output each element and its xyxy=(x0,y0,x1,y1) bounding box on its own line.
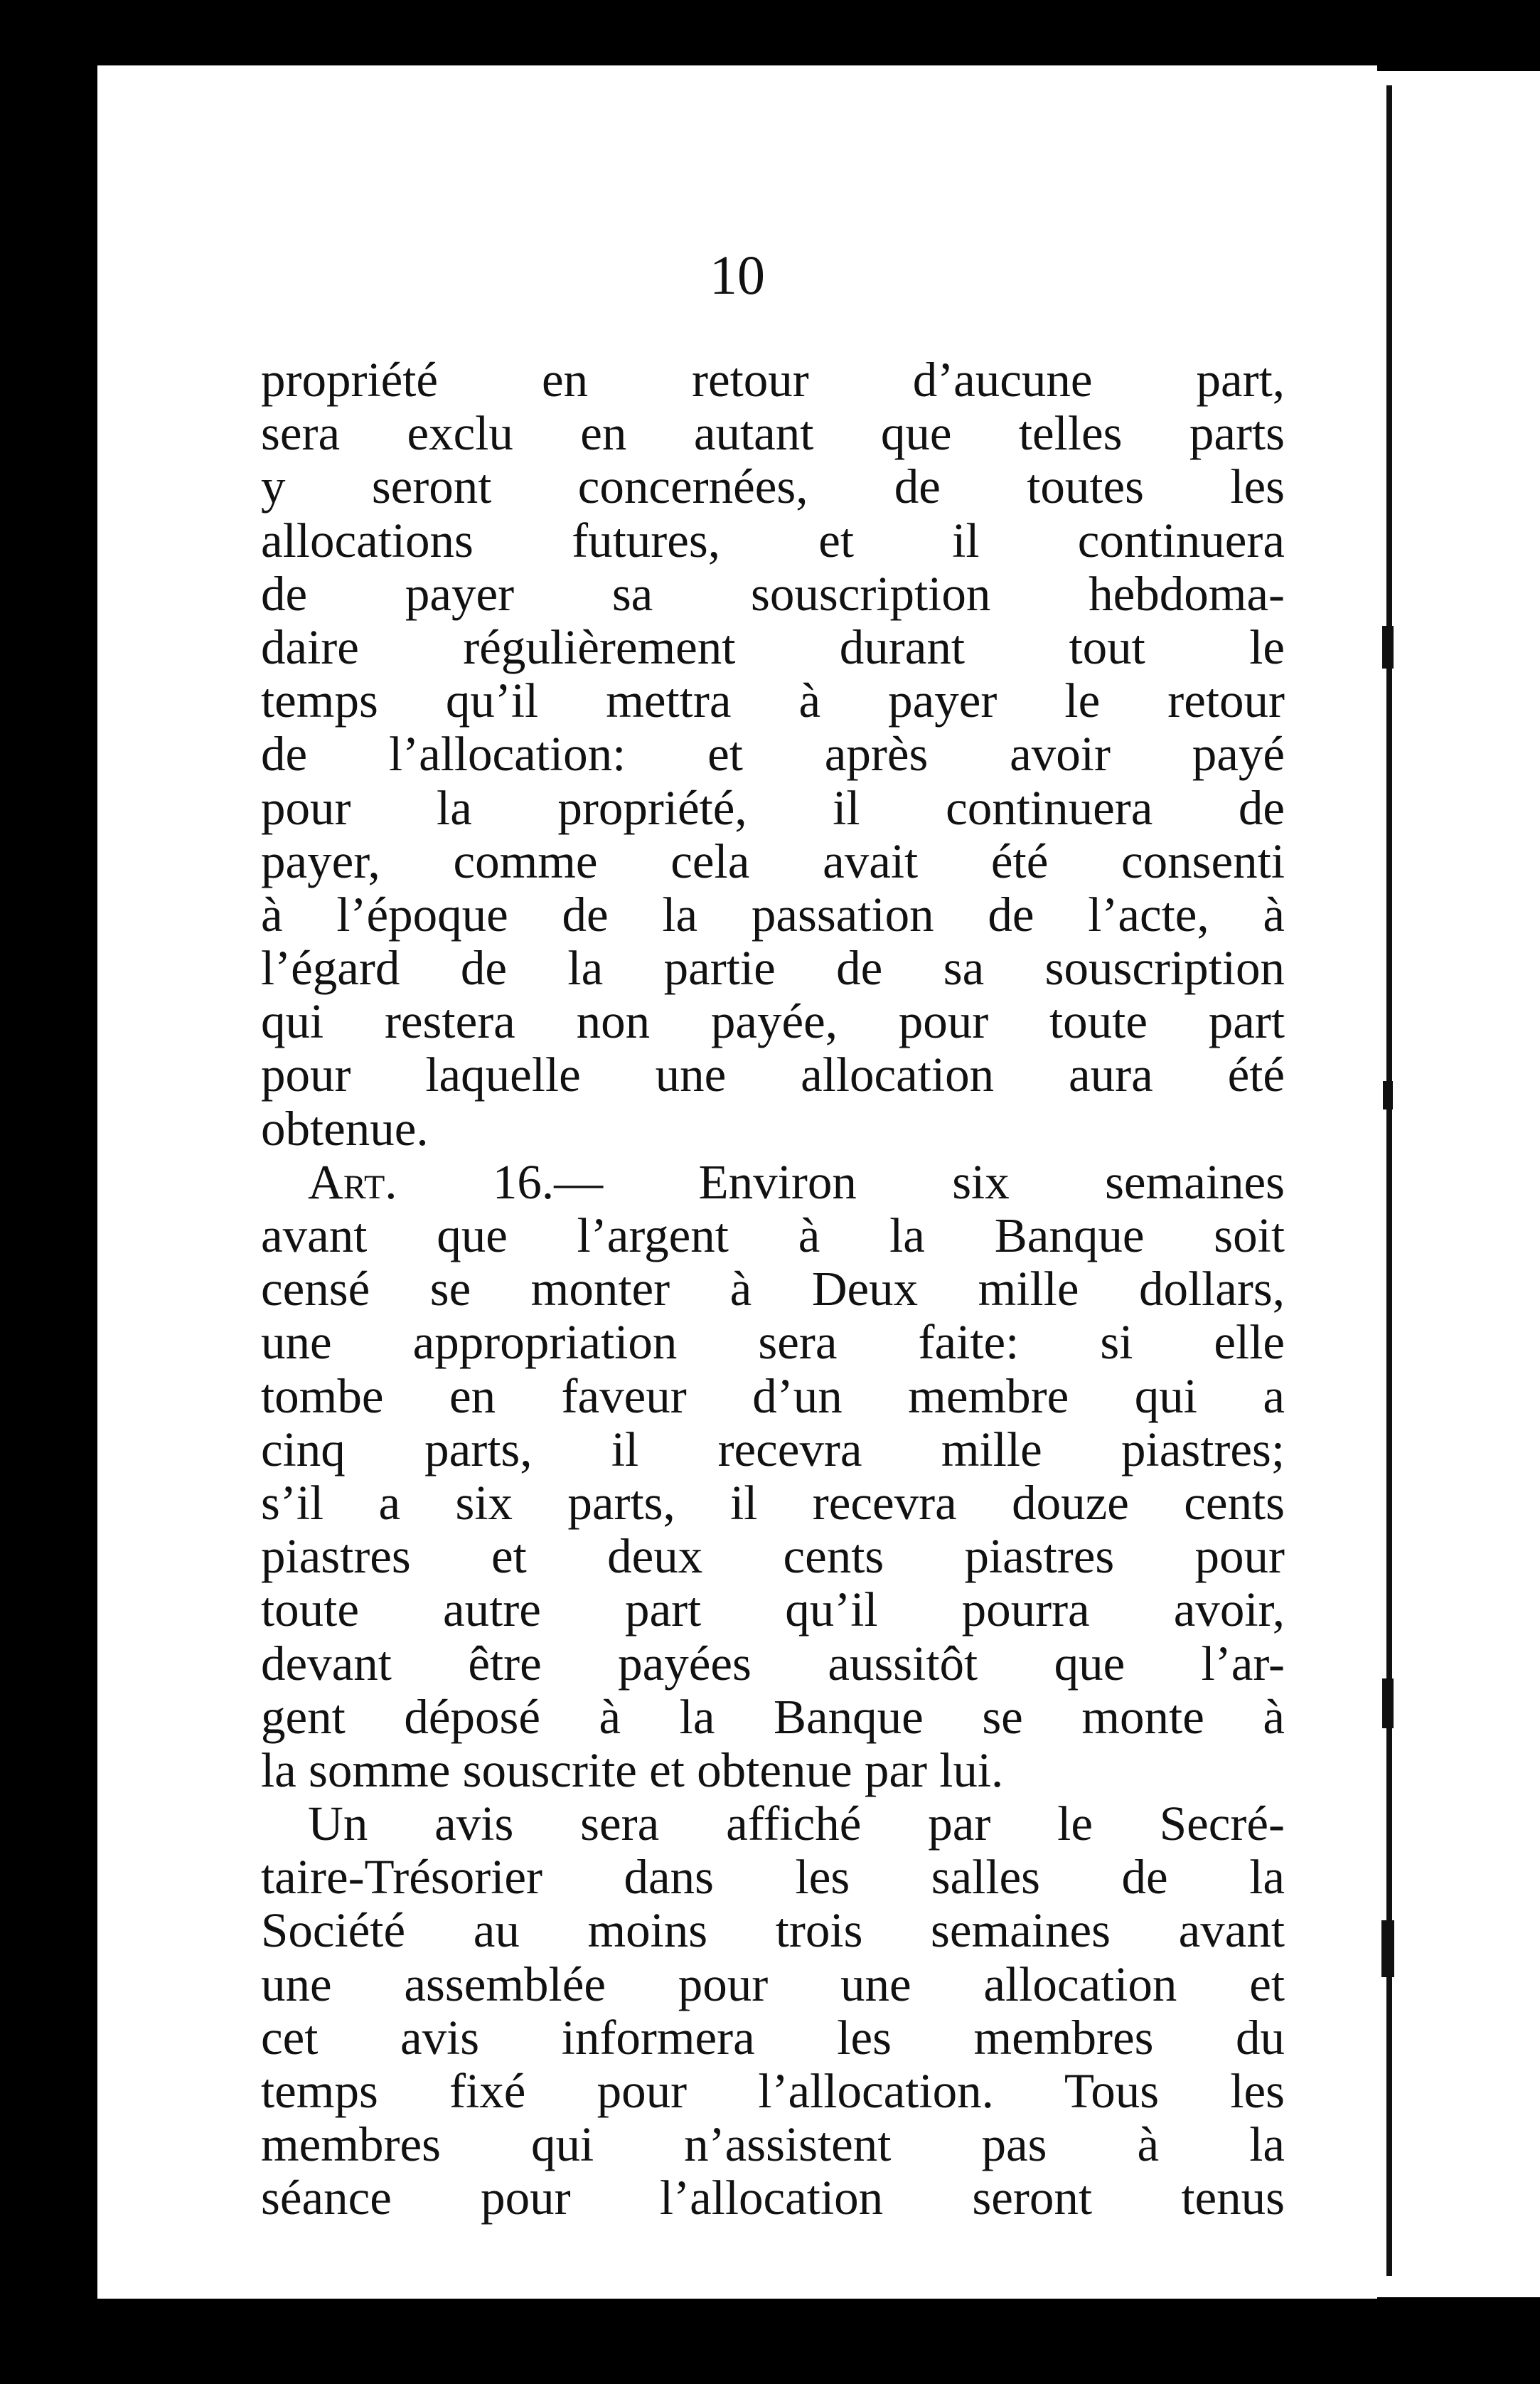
next-page-edge xyxy=(1377,71,1540,2297)
text-line: pour la propriété, il continuera de xyxy=(261,780,1285,835)
text-line: daire régulièrement durant tout le xyxy=(261,619,1285,674)
text-line: tombe en faveur d’un membre qui a xyxy=(261,1368,1285,1423)
text-line: gent déposé à la Banque se monte à xyxy=(261,1689,1285,1744)
text-line: devant être payées aussitôt que l’ar- xyxy=(261,1636,1285,1691)
book-page xyxy=(97,65,1377,2299)
text-line: Société au moins trois semaines avant xyxy=(261,1903,1285,1958)
page-edge-mark xyxy=(1383,1081,1393,1109)
text-line: payer, comme cela avait été consenti xyxy=(261,834,1285,888)
text-line: temps fixé pour l’allocation. Tous les xyxy=(261,2064,1285,2118)
text-line: cet avis informera les membres du xyxy=(261,2010,1285,2065)
text-line: s’il a six parts, il recevra douze cents xyxy=(261,1475,1285,1530)
text-line: pour laquelle une allocation aura été xyxy=(261,1048,1285,1102)
text-line: Un avis sera affiché par le Secré- xyxy=(308,1797,1285,1851)
page-edge-mark xyxy=(1382,626,1394,669)
article-label: Art. xyxy=(308,1154,397,1209)
text-line: taire-Trésorier dans les salles de la xyxy=(261,1850,1285,1905)
text-line: une assemblée pour une allocation et xyxy=(261,1957,1285,2011)
text-line: piastres et deux cents piastres pour xyxy=(261,1529,1285,1584)
page-number: 10 xyxy=(710,244,765,306)
text-line: qui restera non payée, pour toute part xyxy=(261,994,1285,1049)
text-line: allocations futures, et il continuera xyxy=(261,513,1285,568)
page-edge-mark xyxy=(1382,1678,1394,1728)
text-line: l’égard de la partie de sa souscription xyxy=(261,941,1285,996)
text-line: séance pour l’allocation seront tenus xyxy=(261,2171,1285,2225)
text-line: de payer sa souscription hebdoma- xyxy=(261,566,1285,621)
text-line: sera exclu en autant que telles parts xyxy=(261,406,1285,461)
text-line: propriété en retour d’aucune part, xyxy=(261,353,1285,407)
body-text xyxy=(261,353,1285,2225)
text-line: de l’allocation: et après avoir payé xyxy=(261,727,1285,782)
article-heading-line xyxy=(261,1156,1285,1209)
text-line: temps qu’il mettra à payer le retour xyxy=(261,674,1285,728)
text-line: avant que l’argent à la Banque soit xyxy=(261,1208,1285,1262)
article-text: 16.— Environ six semaines xyxy=(492,1154,1285,1209)
text-line: y seront concernées, de toutes les xyxy=(261,459,1285,514)
text-line: obtenue. xyxy=(261,1101,429,1156)
text-line: toute autre part qu’il pourra avoir, xyxy=(261,1582,1285,1637)
text-line: une appropriation sera faite: si elle xyxy=(261,1315,1285,1370)
text-line: membres qui n’assistent pas à la xyxy=(261,2117,1285,2172)
text-line: à l’époque de la passation de l’acte, à xyxy=(261,887,1285,942)
text-line: censé se monter à Deux mille dollars, xyxy=(261,1262,1285,1316)
text-line: cinq parts, il recevra mille piastres; xyxy=(261,1422,1285,1476)
page-edge-mark xyxy=(1381,1920,1394,1977)
text-line: la somme souscrite et obtenue par lui. xyxy=(261,1742,1004,1797)
